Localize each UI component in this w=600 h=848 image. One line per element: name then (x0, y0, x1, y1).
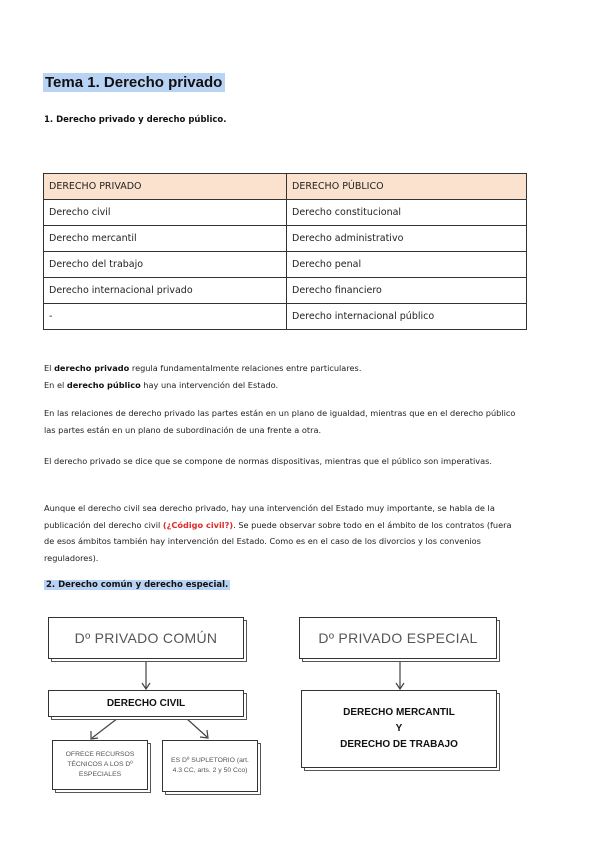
box-civil-law: DERECHO CIVIL (48, 690, 244, 717)
connector-line (92, 718, 118, 738)
box-special-private-law: Dº PRIVADO ESPECIAL (299, 617, 497, 659)
box-supplementary-law: ES Dº SUPLETORIO (art. 4.3 CC, arts. 2 y 50 Cco) (162, 740, 258, 792)
highlight-code: (¿Código civil?) (162, 519, 234, 530)
table-cell: Derecho del trabajo (44, 252, 287, 278)
table-cell: Derecho financiero (287, 278, 527, 304)
table-header-cell: DERECHO PRIVADO (44, 174, 287, 200)
table-cell: Derecho penal (287, 252, 527, 278)
box-common-private-law: Dº PRIVADO COMÚN (48, 617, 244, 659)
paragraph-intro: El derecho privado regula fundamentalmente relaciones entre particulares. En el derecho público hay una intervención del Estado. (44, 363, 362, 390)
page-title: Tema 1. Derecho privado (43, 73, 225, 92)
box-technical-resources: OFRECE RECURSOS TÉCNICOS A LOS Dº ESPECIALES (52, 740, 148, 790)
table-cell: Derecho administrativo (287, 226, 527, 252)
table-cell: Derecho civil (44, 200, 287, 226)
section-heading-2: 2. Derecho común y derecho especial. (46, 580, 229, 590)
table-cell: Derecho internacional público (287, 304, 527, 330)
box-commercial-labour-law: DERECHO MERCANTIL Y DERECHO DE TRABAJO (301, 690, 497, 768)
table-cell: Derecho internacional privado (44, 278, 287, 304)
paragraph-norms: El derecho privado se dice que se compone de normas dispositivas, mientras que el público son imperativas. (44, 456, 492, 466)
table-cell: Derecho constitucional (287, 200, 527, 226)
section-heading-1: 1. Derecho privado y derecho público. (44, 115, 227, 125)
table-header-cell: DERECHO PÚBLICO (287, 174, 527, 200)
table-cell: Derecho mercantil (44, 226, 287, 252)
table-cell: - (44, 304, 287, 330)
connector-line (186, 718, 207, 737)
paragraph-civil-law: Aunque el derecho civil sea derecho privado, hay una intervención del Estado muy importante, se habla de la publicación del derecho civil (¿Código civil?). Se puede observar sobre todo en el ámbito de los contratos (fuera de esos ámbitos también hay intervención del Estado. Como es en el caso de los divorcios y los convenios reguladores). (44, 503, 512, 563)
paragraph-equality: En las relaciones de derecho privado las partes están en un plano de igualdad, mientras que en el derecho público las partes están en un plano de subordinación de una frente a otra. (44, 408, 516, 435)
